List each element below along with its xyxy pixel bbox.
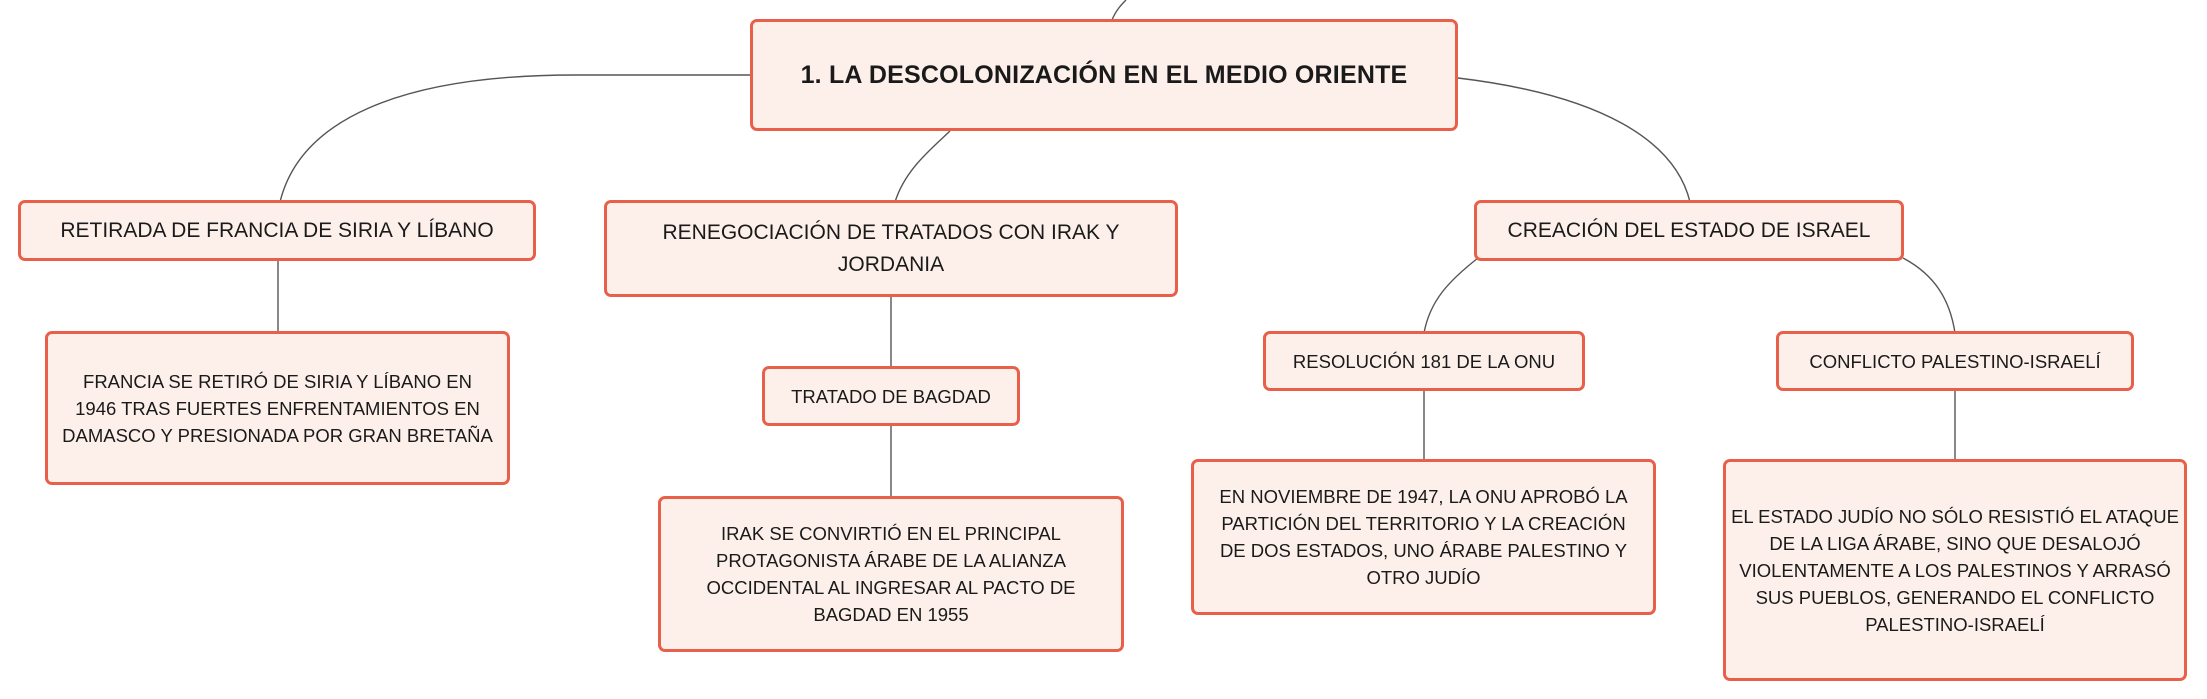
- connector-israel-to-onu: [1424, 258, 1478, 333]
- connector-parent-to-root: [1112, 0, 1126, 20]
- connector-israel-to-conflicto: [1903, 258, 1955, 333]
- connector-root-to-israel: [1458, 78, 1690, 202]
- topic-retirada-francia[interactable]: [18, 200, 536, 261]
- subtopic-tratado-bagdad-label: TRATADO DE BAGDAD: [791, 385, 991, 407]
- detail-conflicto-palestino-israeli-text: EL ESTADO JUDÍO NO SÓLO RESISTIÓ EL ATAQUE DE LA LIGA ÁRABE, SINO QUE DESALOJÓ VIOLENTAMENTE A LOS PALESTINOS Y ARRASÓ SUS PUEBLOS, GENERANDO EL CONFLICTO PALESTINO-ISRAELÍ: [1731, 505, 2179, 635]
- subtopic-tratado-bagdad[interactable]: [762, 366, 1020, 426]
- subtopic-conflicto-palestino-israeli[interactable]: [1776, 331, 2134, 391]
- topic-renegociacion-tratados[interactable]: [604, 200, 1178, 297]
- subtopic-resolucion-181-label: RESOLUCIÓN 181 DE LA ONU: [1292, 350, 1556, 372]
- connector-root-to-tratados: [895, 131, 950, 202]
- detail-resolucion-181-text: EN NOVIEMBRE DE 1947, LA ONU APROBÓ LA PARTICIÓN DEL TERRITORIO Y LA CREACIÓN DE DOS ESTADOS, UNO ÁRABE PALESTINO Y OTRO JUDÍO: [1219, 486, 1628, 588]
- topic-creacion-israel[interactable]: [1474, 200, 1904, 261]
- subtopic-resolucion-181[interactable]: [1263, 331, 1585, 391]
- detail-resolucion-181[interactable]: [1191, 459, 1656, 615]
- root-topic-label: 1. LA DESCOLONIZACIÓN EN EL MEDIO ORIENTE: [800, 60, 1408, 89]
- detail-conflicto-palestino-israeli[interactable]: [1723, 459, 2187, 681]
- detail-retirada-francia[interactable]: [45, 331, 510, 485]
- connector-root-to-francia: [280, 75, 752, 202]
- detail-tratado-bagdad[interactable]: [658, 496, 1124, 652]
- root-topic[interactable]: [750, 19, 1458, 131]
- detail-retirada-francia-text: FRANCIA SE RETIRÓ DE SIRIA Y LÍBANO EN 1946 TRAS FUERTES ENFRENTAMIENTOS EN DAMASCO Y PRESIONADA POR GRAN BRETAÑA: [62, 370, 493, 446]
- topic-creacion-israel-label: CREACIÓN DEL ESTADO DE ISRAEL: [1507, 218, 1871, 242]
- topic-retirada-francia-label: RETIRADA DE FRANCIA DE SIRIA Y LÍBANO: [60, 218, 494, 242]
- detail-tratado-bagdad-text: IRAK SE CONVIRTIÓ EN EL PRINCIPAL PROTAGONISTA ÁRABE DE LA ALIANZA OCCIDENTAL AL INGRESAR AL PACTO DE BAGDAD EN 1955: [706, 523, 1076, 625]
- topic-renegociacion-tratados-label: RENEGOCIACIÓN DE TRATADOS CON IRAK Y JORDANIA: [662, 220, 1120, 276]
- subtopic-conflicto-palestino-israeli-label: CONFLICTO PALESTINO-ISRAELÍ: [1809, 350, 2101, 372]
